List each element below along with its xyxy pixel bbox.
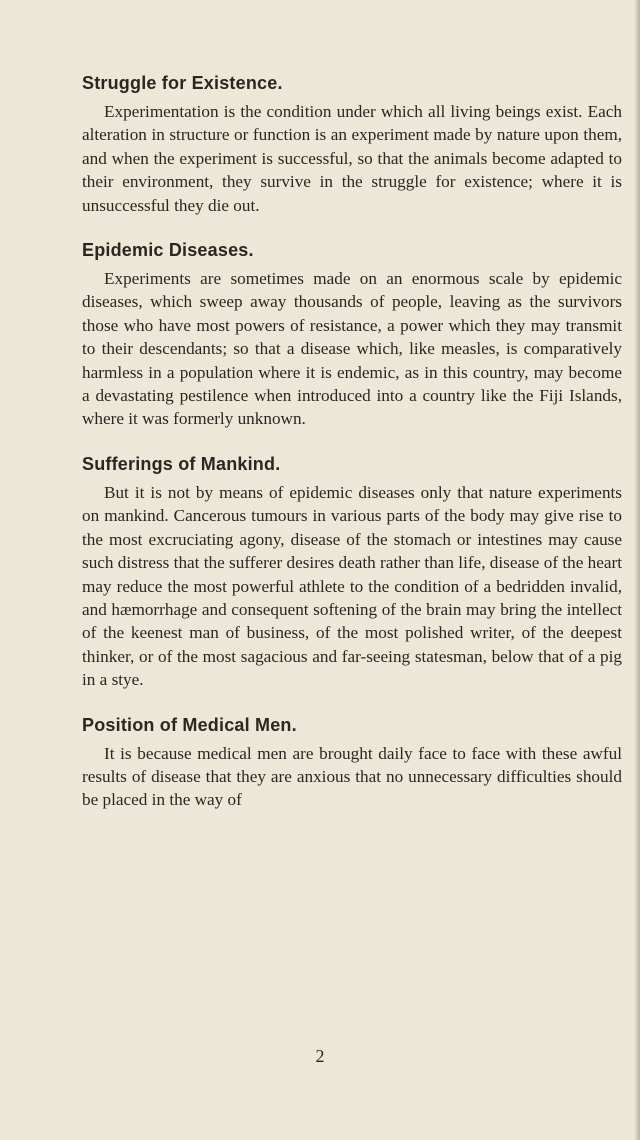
section-heading: Struggle for Existence. (82, 73, 283, 93)
section-heading: Sufferings of Mankind. (82, 453, 281, 474)
section-sufferings-of-mankind (82, 451, 622, 692)
section-epidemic-diseases (82, 237, 622, 431)
section-paragraph: But it is not by means of epidemic diseases only that nature experiments on mankind. Cancerous tumours in various parts of the body may give rise to the most excruciating agony, disease of the stomach or intestines may cause such distress that the sufferer desires death rather than life, disease of the heart may reduce the most powerful athlete to the condition of a bedridden invalid, and hæmorrhage and consequent softening of the brain may bring the intellect of the keenest man of business, of the most polished writer, of the deepest thinker, or of the most sagacious and far-seeing statesman, below that of a pig in a stye. (82, 482, 622, 690)
page-edge-shadow (634, 0, 640, 1140)
section-paragraph: Experimentation is the condition under which all living beings exist. Each alteration in structure or function is an experiment made by nature upon them, and when the experiment is successful, so that the animals become adapted to their environment, they survive in the struggle for existence; where it is unsuccessful they die out. (82, 102, 622, 215)
section-struggle-for-existence (82, 70, 622, 217)
section-paragraph: Experiments are sometimes made on an enormous scale by epidemic diseases, which sweep away thousands of people, leaving as the survivors those who have most powers of resistance, a power which they may transmit to their descendants; so that a disease which, like measles, is comparatively harmless in a population where it is endemic, as in this country, may become a devastating pestilence when introduced into a country like the Fiji Islands, where it was formerly unknown. (82, 269, 622, 429)
section-heading: Position of Medical Men. (82, 714, 297, 735)
section-position-of-medical-men (82, 712, 622, 812)
page-number: 2 (315, 1046, 325, 1066)
section-paragraph: It is because medical men are brought daily face to face with these awful results of disease that they are anxious that no unnecessary difficulties should be placed in the way of (82, 743, 622, 810)
section-heading: Epidemic Diseases. (82, 240, 254, 261)
